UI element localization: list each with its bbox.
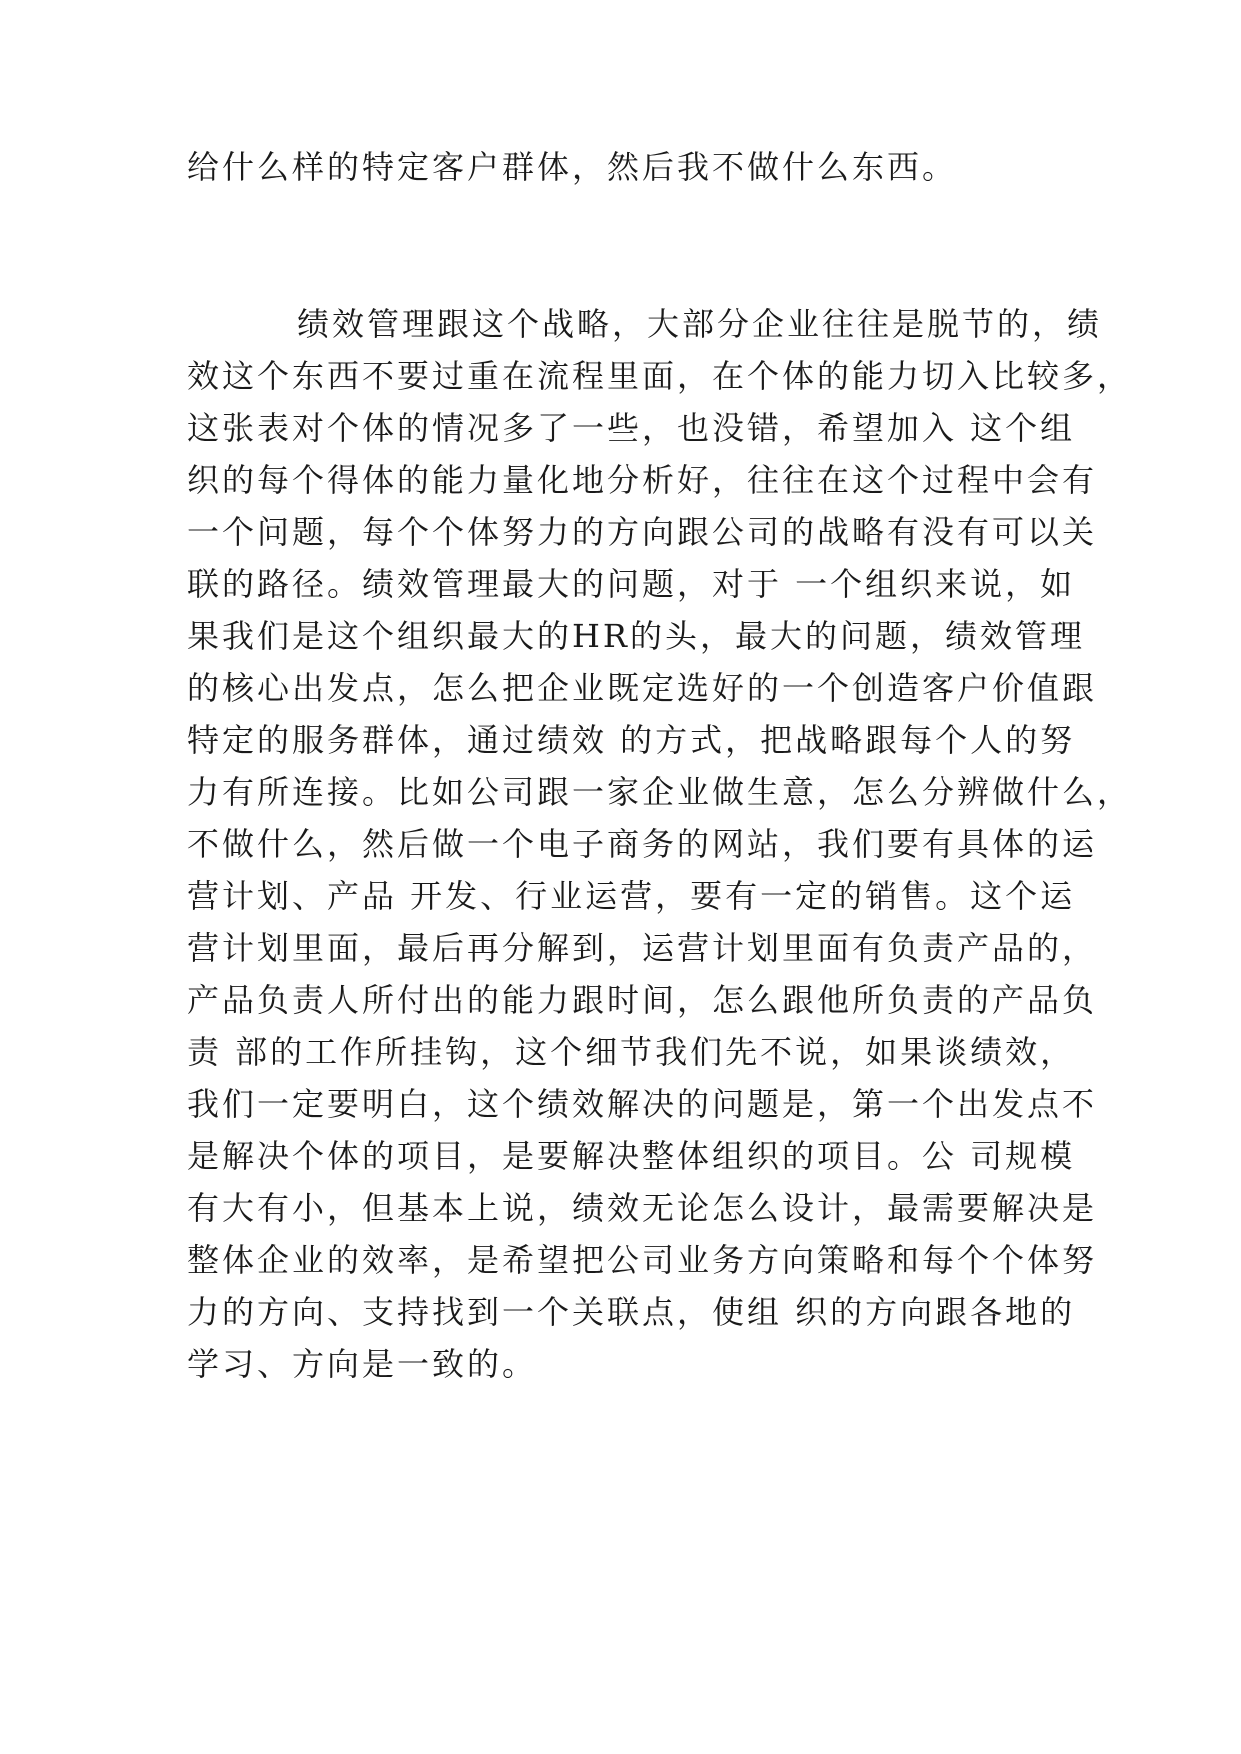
paragraph-2-line-19: 整体企业的效率，是希望把公司业务方向策略和每个个体努 — [187, 1241, 1098, 1279]
paragraph-2-line-3: 这张表对个体的情况多了一些，也没错，希望加入 这个组 — [187, 409, 1076, 447]
paragraph-2-line-13: 营计划里面，最后再分解到，运营计划里面有负责产品的， — [187, 929, 1098, 967]
paragraph-2-line-8: 的核心出发点，怎么把企业既定选好的一个创造客户价值跟 — [187, 669, 1098, 707]
paragraph-2-line-7: 果我们是这个组织最大的HR的头，最大的问题，绩效管理 — [187, 617, 1086, 655]
paragraph-2-line-17: 是解决个体的项目，是要解决整体组织的项目。公 司规模 — [187, 1137, 1076, 1175]
paragraph-1-line-1: 给什么样的特定客户群体，然后我不做什么东西。 — [187, 148, 958, 186]
paragraph-2-line-21: 学习、方向是一致的。 — [187, 1345, 538, 1383]
paragraph-2-line-14: 产品负责人所付出的能力跟时间，怎么跟他所负责的产品负 — [187, 981, 1098, 1019]
paragraph-2-line-18: 有大有小，但基本上说，绩效无论怎么设计，最需要解决是 — [187, 1189, 1098, 1227]
paragraph-2-line-2: 效这个东西不要过重在流程里面，在个体的能力切入比较多， — [187, 357, 1133, 395]
paragraph-2-line-10: 力有所连接。比如公司跟一家企业做生意，怎么分辨做什么， — [187, 773, 1133, 811]
paragraph-2-line-6: 联的路径。绩效管理最大的问题，对于 一个组织来说，如 — [187, 565, 1076, 603]
paragraph-2-line-12: 营计划、产品 开发、行业运营，要有一定的销售。这个运 — [187, 877, 1076, 915]
paragraph-2-line-5: 一个问题，每个个体努力的方向跟公司的战略有没有可以关 — [187, 513, 1098, 551]
paragraph-2-line-4: 织的每个得体的能力量化地分析好，往往在这个过程中会有 — [187, 461, 1098, 499]
paragraph-2-line-16: 我们一定要明白，这个绩效解决的问题是，第一个出发点不 — [187, 1085, 1098, 1123]
paragraph-2-line-20: 力的方向、支持找到一个关联点，使组 织的方向跟各地的 — [187, 1293, 1076, 1331]
paragraph-2-line-9: 特定的服务群体，通过绩效 的方式，把战略跟每个人的努 — [187, 721, 1076, 759]
paragraph-2-line-1: 绩效管理跟这个战略，大部分企业往往是脱节的，绩 — [297, 305, 1103, 343]
paragraph-2-line-15: 责 部的工作所挂钩，这个细节我们先不说，如果谈绩效， — [187, 1033, 1076, 1071]
paragraph-2-line-11: 不做什么，然后做一个电子商务的网站，我们要有具体的运 — [187, 825, 1098, 863]
